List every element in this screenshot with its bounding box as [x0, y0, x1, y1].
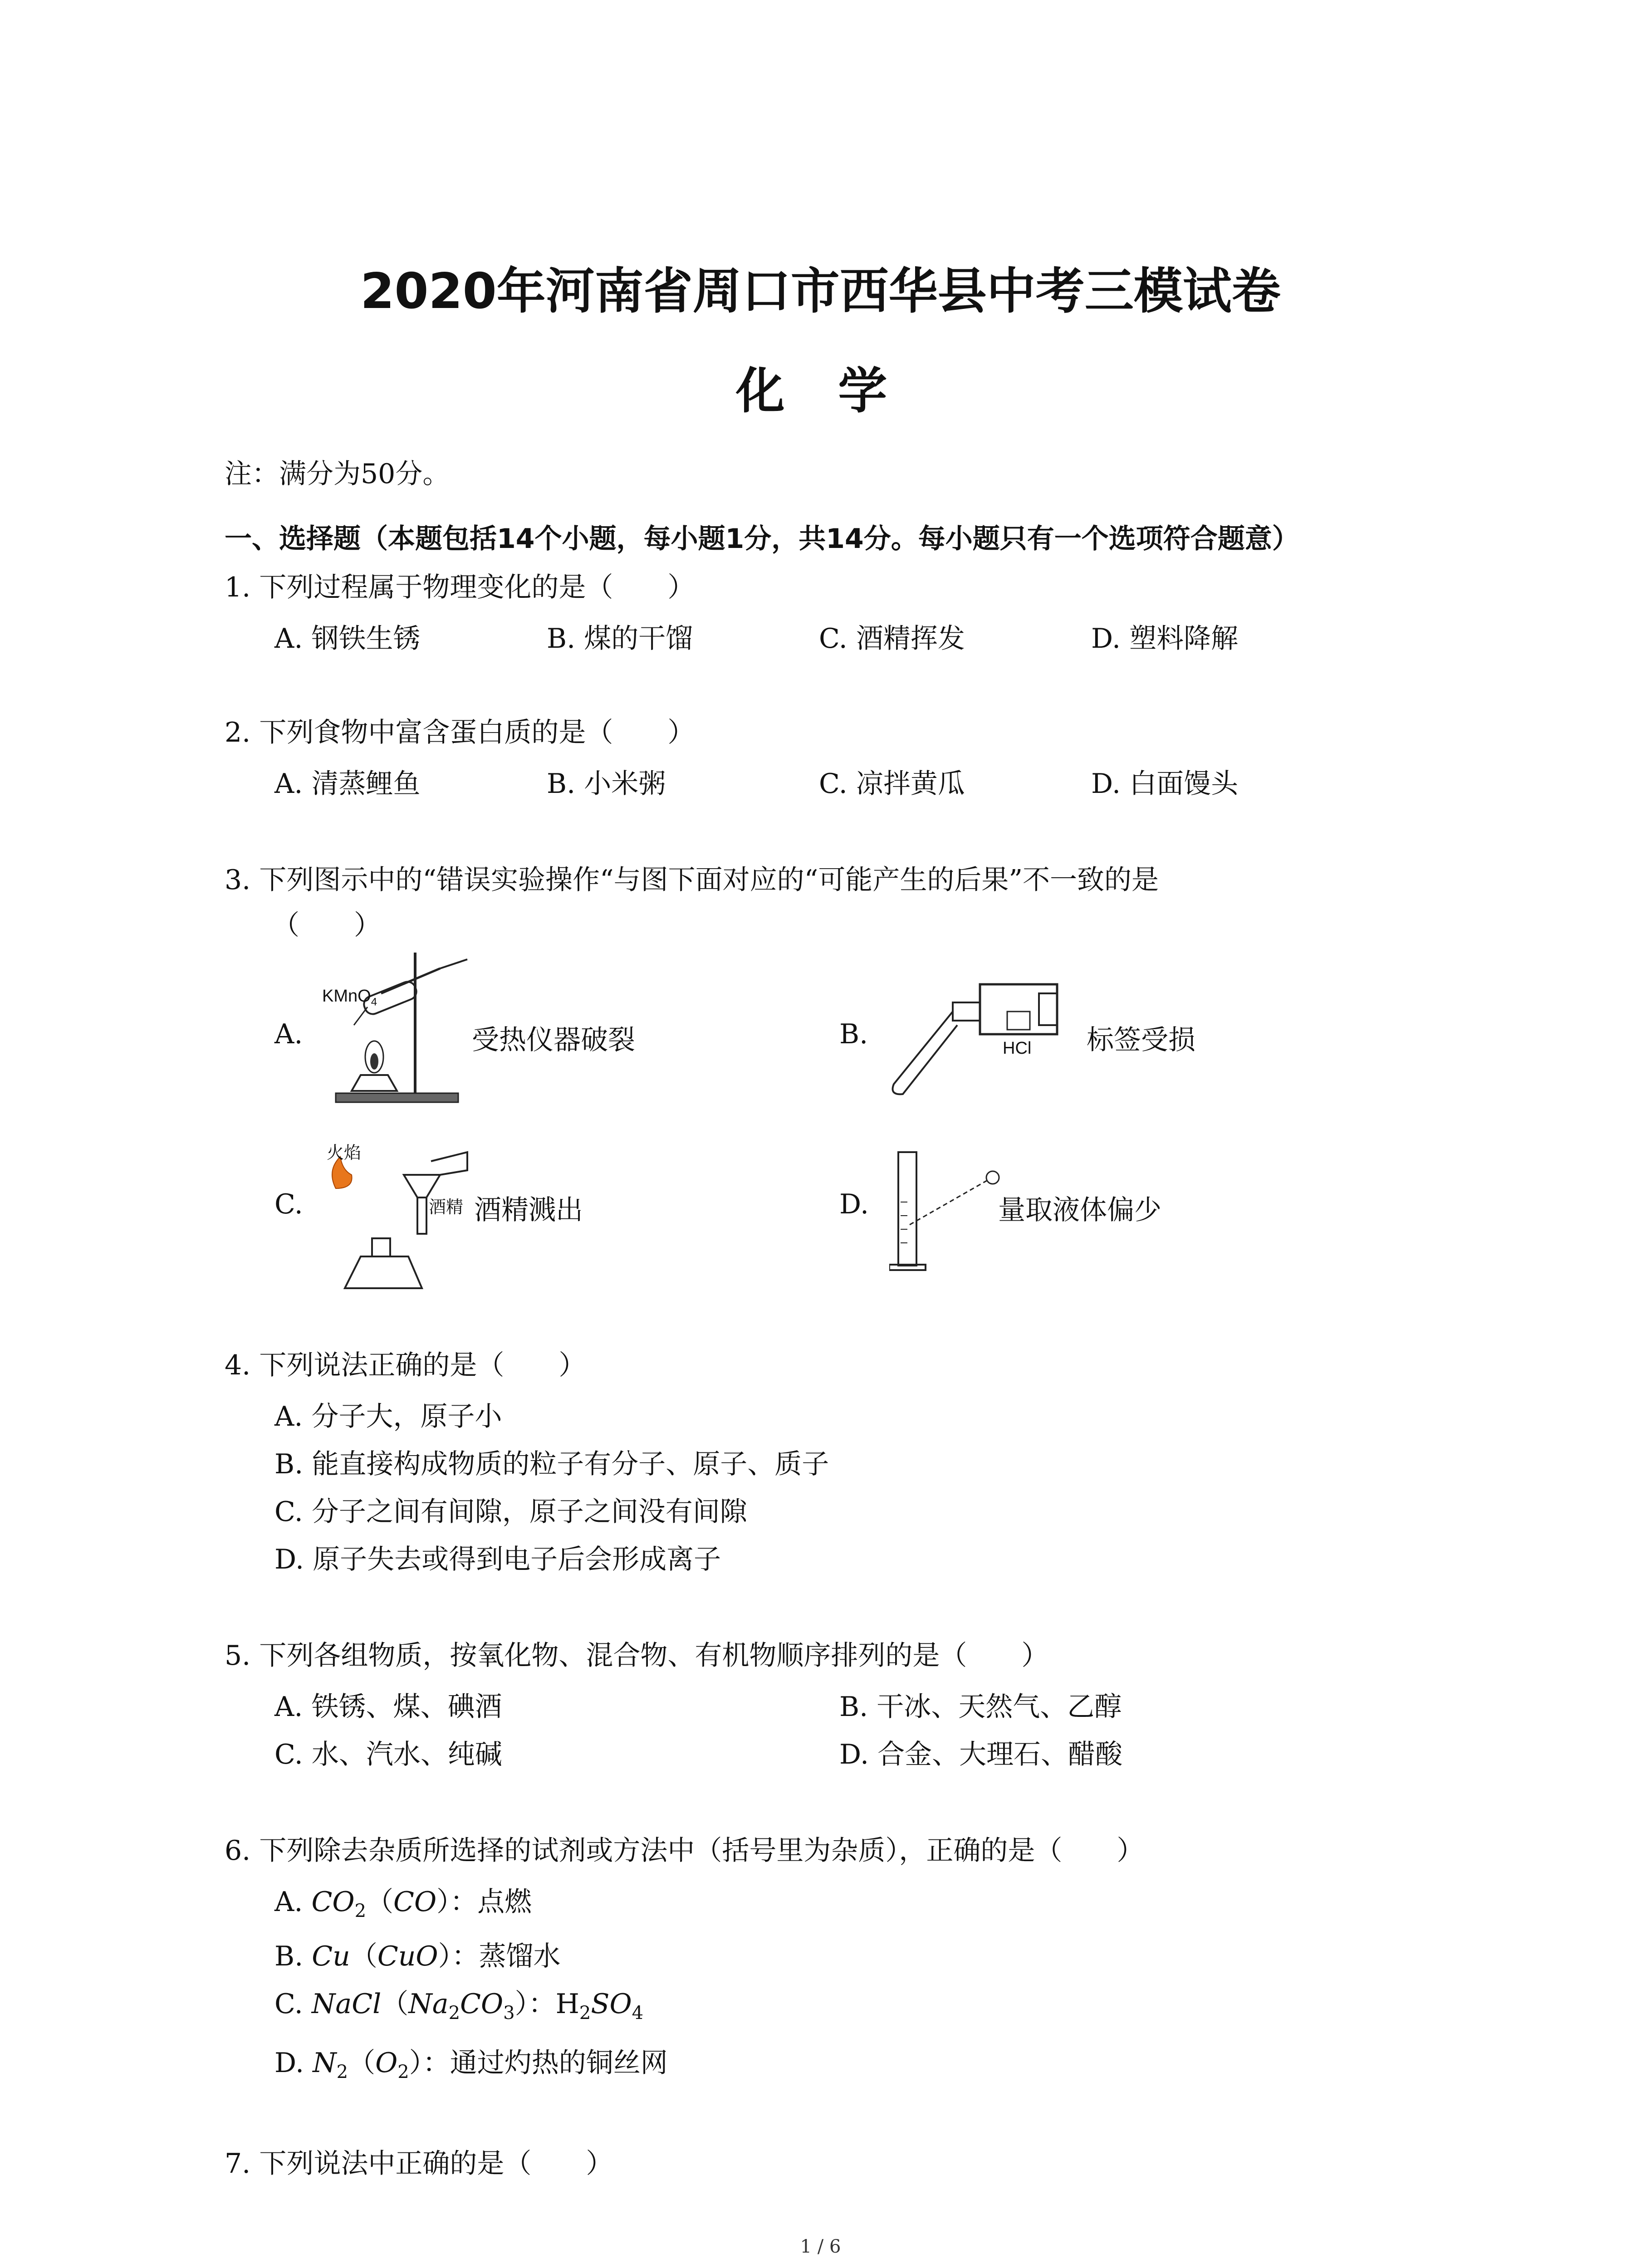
q5-option-b: B. 干冰、天然气、乙醇 — [839, 1691, 1122, 1723]
q3-option-c: C. — [274, 1188, 303, 1220]
score-note: 注：满分为50分。 — [225, 458, 450, 490]
q2-option-b: B. 小米粥 — [547, 768, 666, 800]
kmno4-label: KMnO$_4$ — [322, 987, 377, 1008]
q5-option-a: A. 铁锈、煤、碘酒 — [274, 1691, 502, 1723]
q5-option-d: D. 合金、大理石、醋酸 — [839, 1739, 1123, 1770]
q6-option-c: C. $NaCl(Na_2CO_3)$：$H_2SO_4$ — [274, 1988, 644, 2024]
q3-option-d: D. — [839, 1188, 869, 1220]
q3-option-a: A. — [274, 1018, 303, 1050]
q2-option-c: C. 凉拌黄瓜 — [819, 768, 965, 800]
q3-caption-b: 标签受损 — [1087, 1024, 1195, 1056]
question-7-stem: 7. 下列说法中正确的是（ ） — [225, 2148, 613, 2180]
figure-c-alcohol-lamp — [318, 1143, 481, 1293]
q3-caption-d: 量取液体偏少 — [998, 1194, 1161, 1226]
subject-title: 化 学 — [735, 363, 906, 420]
page-title: 2020年河南省周口市西华县中考三模试卷 — [360, 263, 1281, 320]
question-1-stem: 1. 下列过程属于物理变化的是（ ） — [225, 572, 695, 603]
q3-caption-a: 受热仪器破裂 — [472, 1024, 635, 1056]
q3-caption-c: 酒精溅出 — [474, 1194, 583, 1226]
page-number: 1 / 6 — [800, 2236, 841, 2257]
question-4-stem: 4. 下列说法正确的是（ ） — [225, 1349, 586, 1381]
figure-b-pouring-reagent — [885, 975, 1075, 1107]
figure-d-measuring-cylinder — [889, 1148, 1007, 1275]
q6-option-d: D. $N_2(O_2)$：通过灼热的铜丝网 — [274, 2047, 668, 2082]
question-3-bracket: （ ） — [272, 909, 381, 941]
question-2-stem: 2. 下列食物中富含蛋白质的是（ ） — [225, 717, 695, 748]
q4-option-d: D. 原子失去或得到电子后会形成离子 — [274, 1544, 721, 1575]
heating-apparatus-icon — [318, 943, 481, 1116]
q1-option-d: D. 塑料降解 — [1091, 623, 1239, 655]
alcohol-label: 酒精 — [429, 1198, 464, 1217]
q1-option-a: A. 钢铁生锈 — [274, 623, 421, 655]
q2-option-a: A. 清蒸鲤鱼 — [274, 768, 421, 800]
q1-option-c: C. 酒精挥发 — [819, 623, 965, 655]
q4-option-c: C. 分子之间有间隙，原子之间没有间隙 — [274, 1496, 747, 1528]
section-heading: 一、选择题（本题包括14个小题，每小题1分，共14分。每小题只有一个选项符合题意） — [225, 523, 1299, 555]
hcl-label: HCl — [1003, 1039, 1032, 1058]
figure-a-heating-apparatus — [318, 943, 481, 1116]
q5-option-c: C. 水、汽水、纯碱 — [274, 1739, 502, 1770]
q1-option-b: B. 煤的干馏 — [547, 623, 693, 655]
q4-option-b: B. 能直接构成物质的粒子有分子、原子、质子 — [274, 1448, 829, 1480]
flame-label: 火焰 — [327, 1144, 362, 1163]
q3-option-b: B. — [839, 1018, 868, 1050]
q2-option-d: D. 白面馒头 — [1091, 768, 1239, 800]
measuring-cylinder-icon — [889, 1148, 1007, 1275]
question-6-stem: 6. 下列除去杂质所选择的试剂或方法中（括号里为杂质），正确的是（ ） — [225, 1835, 1144, 1867]
question-3-stem: 3. 下列图示中的“错误实验操作“与图下面对应的“可能产生的后果”不一致的是 — [225, 864, 1159, 896]
question-5-stem: 5. 下列各组物质，按氧化物、混合物、有机物顺序排列的是（ ） — [225, 1640, 1049, 1672]
q4-option-a: A. 分子大，原子小 — [274, 1401, 502, 1432]
q6-option-a: A. $CO_2(CO)$：点燃 — [274, 1886, 532, 1921]
reagent-bottle-icon — [885, 975, 1075, 1107]
alcohol-lamp-icon — [318, 1143, 481, 1293]
q6-option-b: B. Cu（CuO）：蒸馏水 — [274, 1941, 561, 1972]
